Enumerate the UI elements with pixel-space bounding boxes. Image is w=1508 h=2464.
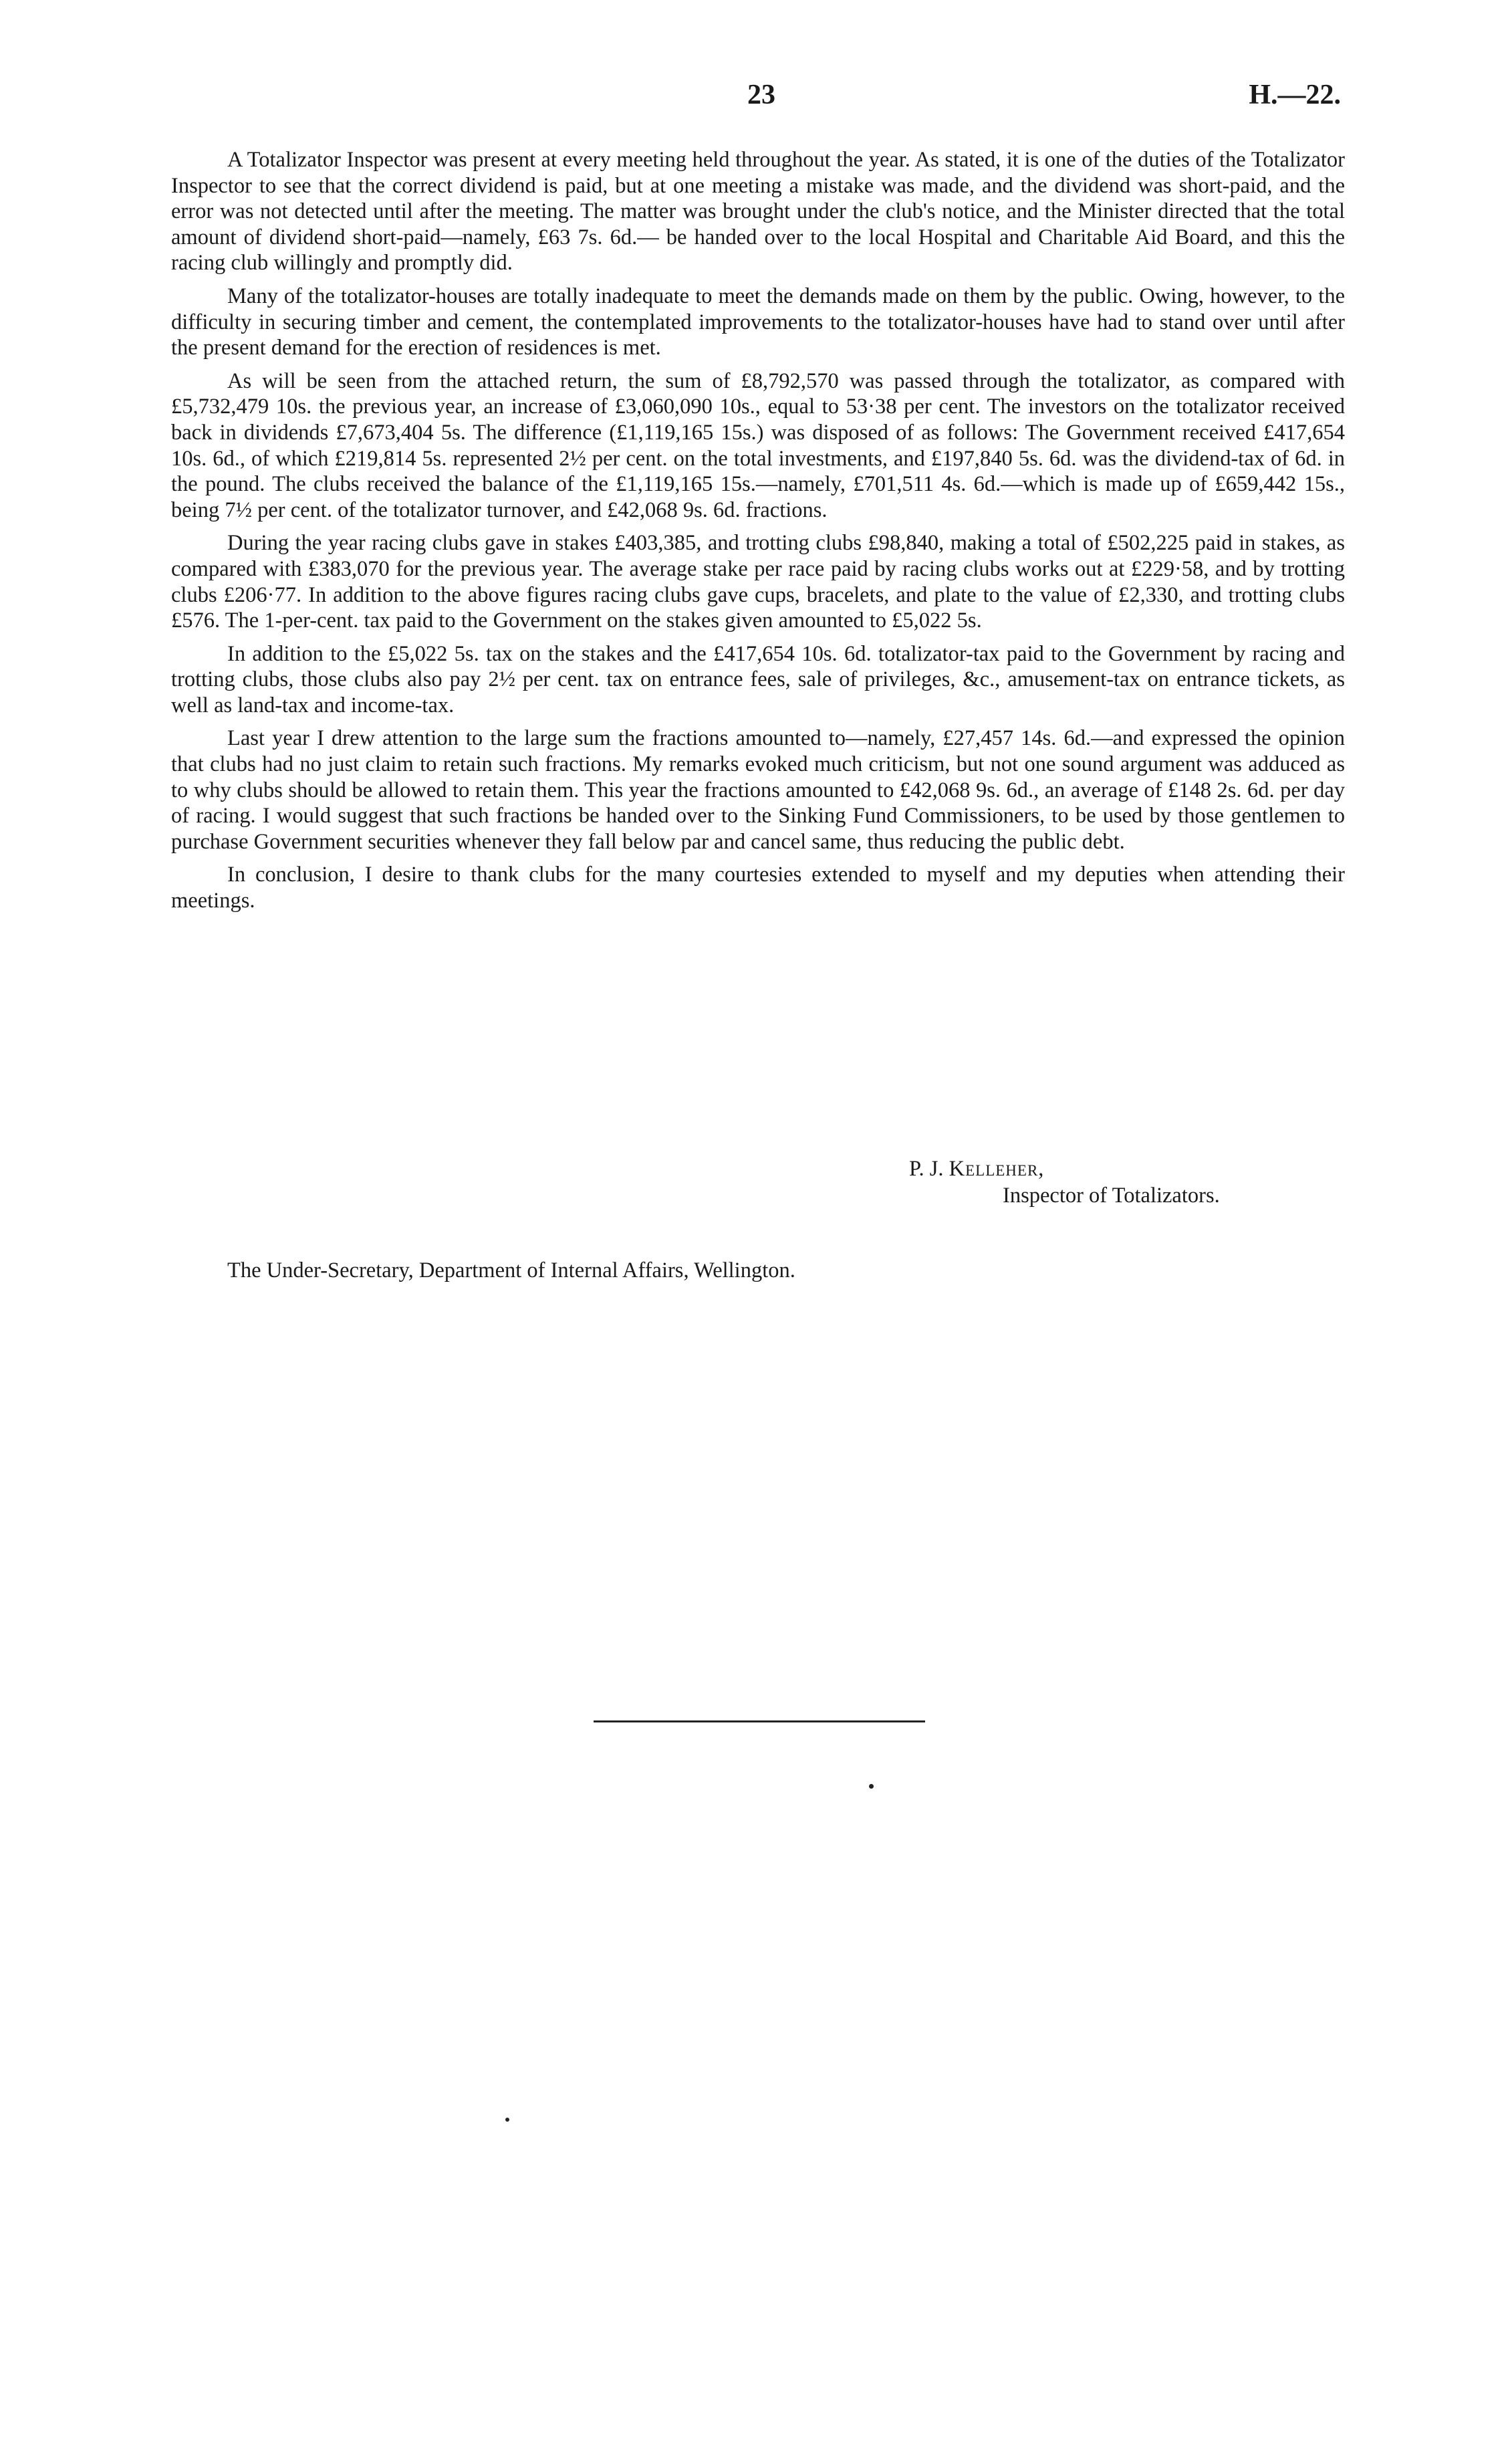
paragraph-conclusion: In conclusion, I desire to thank clubs for the many courtesies extended to myself and my deputies when attending their meetings.: [171, 863, 1345, 913]
page-header: [0, 79, 1508, 119]
signature-name: [909, 1157, 1044, 1182]
page-number: 23: [747, 80, 775, 110]
signature-initials: P. J.: [909, 1157, 944, 1181]
print-speck: [869, 1784, 874, 1789]
signature-title: Inspector of Totalizators.: [1003, 1184, 1220, 1208]
report-body: [171, 147, 1345, 921]
paragraph-fractions: Last year I drew attention to the large sum the fractions amounted to—namely, £27,457 14s. 6d.—and expressed the opinion that clubs had no just claim to retain such fractions. My remarks evoked much criticism, but not one sound argument was adduced as to why clubs should be allowed to retain them. This year the fractions amounted to £42,068 9s. 6d., an average of £148 2s. 6d. per day of racing. I would suggest that such fractions be handed over to the Sinking Fund Commissioners, to be used by those gentlemen to purchase Government securities whenever they fall below par and cancel same, thus reducing the public debt.: [171, 726, 1345, 854]
closing-rule: [594, 1720, 925, 1722]
addressee: The Under-Secretary, Department of Internal Affairs, Wellington.: [227, 1258, 795, 1282]
document-reference: H.—22.: [1249, 80, 1341, 110]
signature-surname: Kelleher,: [949, 1157, 1045, 1181]
paragraph-taxes: In addition to the £5,022 5s. tax on the stakes and the £417,654 10s. 6d. totalizator-tax paid to the Government by racing and trotting clubs, those clubs also pay 2½ per cent. tax on entrance fees, sale of privileges, &c., amusement-tax on entrance tickets, as well as land-tax and income-tax.: [171, 641, 1345, 717]
paragraph-inspection: A Totalizator Inspector was present at every meeting held throughout the year. As stated, it is one of the duties of the Totalizator Inspector to see that the correct dividend is paid, but at one meeting a mistake was made, and the dividend was short-paid, and the error was not detected until after the meeting. The matter was brought under the club's notice, and the Minister directed that the total amount of dividend short-paid—namely, £63 7s. 6d.— be handed over to the local Hospital and Charitable Aid Board, and this the racing club willingly and promptly did.: [171, 148, 1345, 275]
paragraph-turnover: As will be seen from the attached return, the sum of £8,792,570 was passed through the totalizator, as compared with £5,732,479 10s. the previous year, an increase of £3,060,090 10s., equal to 53·38 per cent. The investors on the totalizator received back in dividends £7,673,404 5s. The difference (£1,119,165 15s.) was disposed of as follows: The Government received £417,654 10s. 6d., of which £219,814 5s. represented 2½ per cent. on the total investments, and £197,840 5s. 6d. was the dividend-tax of 6d. in the pound. The clubs received the balance of the £1,119,165 15s.—namely, £701,511 4s. 6d.—which is made up of £659,442 15s., being 7½ per cent. of the totalizator turnover, and £42,068 9s. 6d. fractions.: [171, 368, 1345, 522]
paragraph-totalizator-houses: Many of the totalizator-houses are totally inadequate to meet the demands made on them by the public. Owing, however, to the difficulty in securing timber and cement, the contemplated improvements to the totalizator-houses have had to stand over until after the present demand for the erection of residences is met.: [171, 284, 1345, 360]
paragraph-stakes: During the year racing clubs gave in stakes £403,385, and trotting clubs £98,840, making a total of £502,225 paid in stakes, as compared with £383,070 for the previous year. The average stake per race paid by racing clubs works out at £229·58, and by trotting clubs £206·77. In addition to the above figures racing clubs gave cups, bracelets, and plate to the value of £2,330, and trotting clubs £576. The 1-per-cent. tax paid to the Government on the stakes given amounted to £5,022 5s.: [171, 531, 1345, 633]
print-speck: [505, 2118, 509, 2122]
